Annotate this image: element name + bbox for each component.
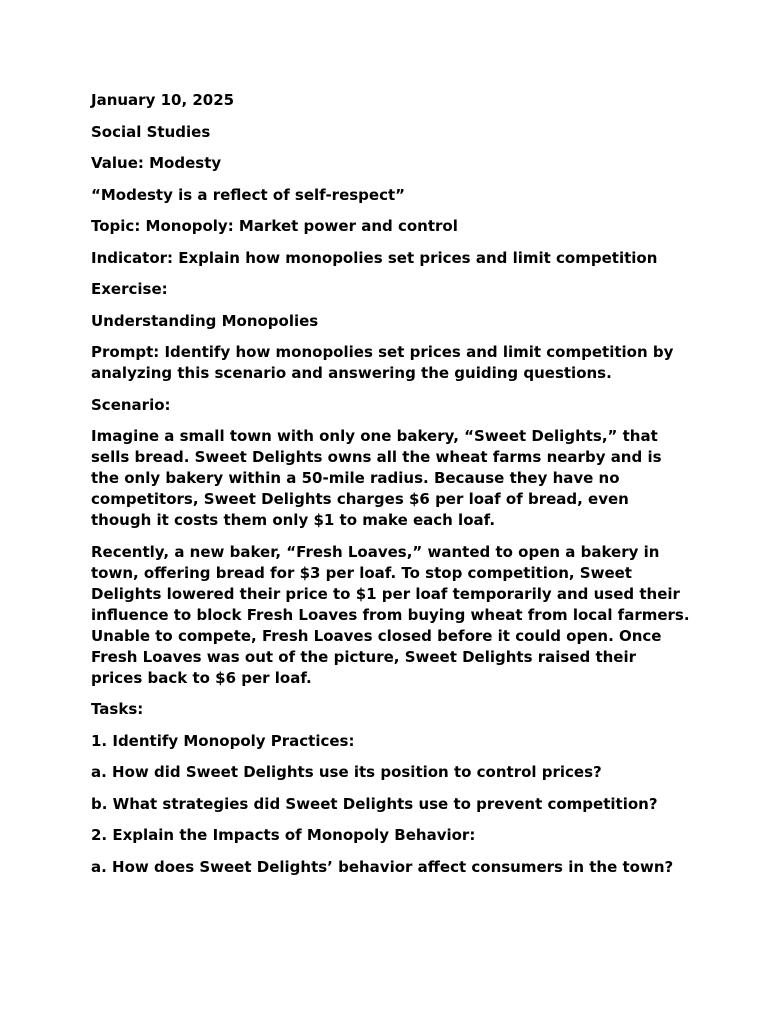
value-line: Value: Modesty <box>91 154 222 172</box>
subject-line: Social Studies <box>91 122 211 141</box>
prompt-paragraph: Prompt: Identify how monopolies set prices and limit competition by analyzing this scenario and answering the guiding questions. <box>91 343 674 382</box>
task-question-2a: a. How does Sweet Delights’ behavior affect consumers in the town? <box>91 857 674 876</box>
task-question-1b: b. What strategies did Sweet Delights use to prevent competition? <box>91 794 658 813</box>
scenario-label: Scenario: <box>91 395 171 414</box>
scenario-paragraph-2: Recently, a new baker, “Fresh Loaves,” wanted to open a bakery in town, offering bread for $3 per loaf. To stop competition, Sweet Delights lowered their price to $1 per loaf temporarily and used their influence to block Fresh Loaves from buying wheat from local farmers. Unable to compete, Fresh Loaves closed before it could open. Once Fresh Loaves was out of the picture, Sweet Delights raised their prices back to $6 per loaf. <box>91 542 690 687</box>
scenario-paragraph-1: Imagine a small town with only one bakery, “Sweet Delights,” that sells bread. Sweet Delights owns all the wheat farms nearby and is the only bakery within a 50-mile radius. Because they have no competitors, Sweet Delights charges $6 per loaf of bread, even though it costs them only $1 to make each loaf. <box>91 427 662 529</box>
exercise-title: Understanding Monopolies <box>91 311 319 330</box>
task-heading-2: 2. Explain the Impacts of Monopoly Behavior: <box>91 826 476 844</box>
document-date: January 10, 2025 <box>91 91 235 109</box>
exercise-label: Exercise: <box>91 280 168 298</box>
document-page <box>91 90 691 888</box>
topic-line: Topic: Monopoly: Market power and control <box>91 217 458 235</box>
quote-line: “Modesty is a reflect of self-respect” <box>91 185 405 204</box>
task-question-1a: a. How did Sweet Delights use its position to control prices? <box>91 763 602 781</box>
indicator-line: Indicator: Explain how monopolies set prices and limit competition <box>91 248 658 267</box>
task-heading-1: 1. Identify Monopoly Practices: <box>91 731 355 750</box>
tasks-label: Tasks: <box>91 700 144 718</box>
